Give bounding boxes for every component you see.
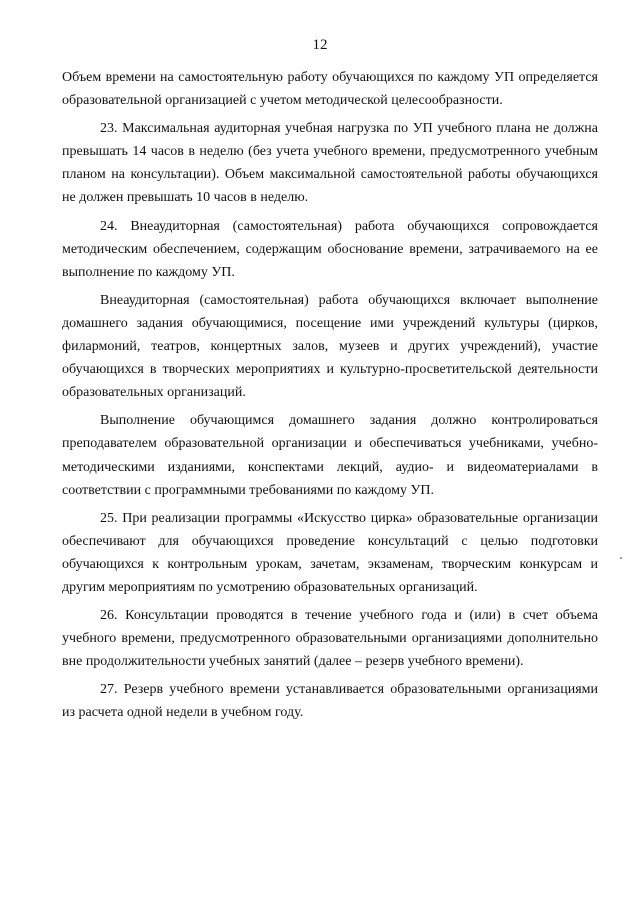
paragraph-extracurricular-work: Внеаудиторная (самостоятельная) работа обучающихся включает выполнение домашнего задания обучающимися, посещение ими учреждений культуры (цирков, филармоний, театров, концертных залов, музеев и других учреждений), участие обучающихся в творческих мероприятиях и культурно-просветительской деятельности образовательных организаций. [62, 292, 598, 401]
paragraph-homework-control: Выполнение обучающимся домашнего задания должно контролироваться преподавателем образовательной организации и обеспечиваться учебниками, учебно-методическими изданиями, конспектами лекций, аудио- и видеоматериалами в соответствии с программными требованиями по каждому УП. [62, 413, 598, 498]
paragraph-26: 26. Консультации проводятся в течение учебного года и (или) в счет объема учебного времени, предусмотренного образовательными организациями дополнительно вне продолжительности учебных занятий (далее – резерв учебного времени). [62, 608, 598, 670]
document-body [62, 66, 598, 730]
paragraph-23: 23. Максимальная аудиторная учебная нагрузка по УП учебного плана не должна превышать 14 часов в неделю (без учета учебного времени, предусмотренного учебным планом на консультации). Объем максимальной самостоятельной работы обучающихся не должен превышать 10 часов в неделю. [62, 121, 598, 206]
paragraph-24: 24. Внеаудиторная (самостоятельная) работа обучающихся сопровождается методическим обеспечением, содержащим обоснование времени, затрачиваемого на ее выполнение по каждому УП. [62, 218, 598, 280]
scan-speck [620, 557, 622, 559]
page-number: 12 [312, 37, 328, 53]
paragraph-27: 27. Резерв учебного времени устанавливается образовательными организациями из расчета одной недели в учебном году. [62, 682, 598, 721]
paragraph-25: 25. При реализации программы «Искусство цирка» образовательные организации обеспечивают для обучающихся проведение консультаций с целью подготовки обучающихся к контрольным урокам, зачетам, экзаменам, творческим конкурсам и другим мероприятиям по усмотрению образовательных организаций. [62, 510, 598, 595]
paragraph-self-study-volume: Объем времени на самостоятельную работу обучающихся по каждому УП определяется образовательной организацией с учетом методической целесообразности. [62, 70, 598, 109]
